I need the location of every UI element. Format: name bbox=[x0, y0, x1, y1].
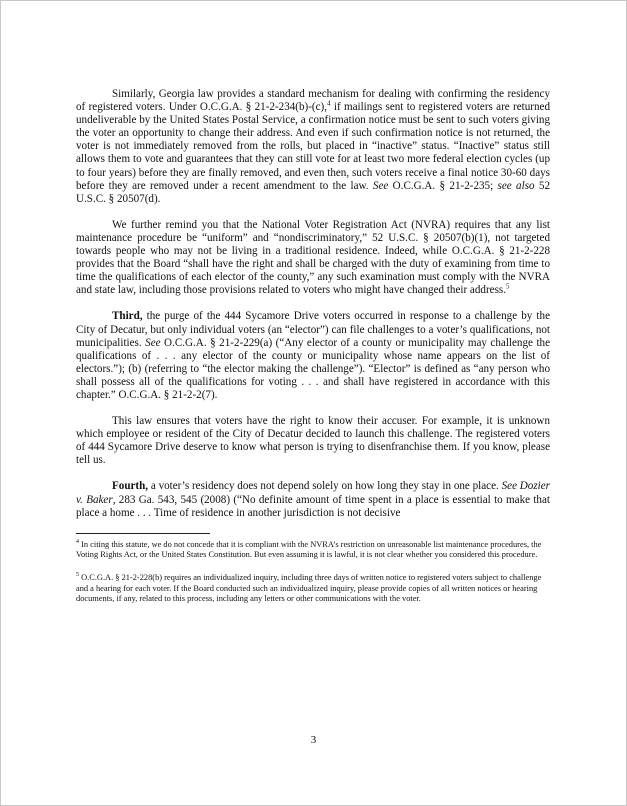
text-run: Third, bbox=[112, 310, 143, 323]
text-run: 52 U.S.C. § 20507(d). bbox=[76, 179, 551, 205]
page-number: 3 bbox=[310, 734, 317, 746]
text-run: the purge of the 444 Sycamore Drive voters occurred in response to a challenge by the City of Decatur, but only individual voters (an “elector”) can file challenges to a voter’s qualifications, not municipalities. bbox=[76, 310, 550, 349]
text-run: if mailings sent to registered voters are returned undeliverable by the United States Postal Service, a confirmation notice must be sent to such voters giving the voter an opportunity to change their address. And even if such confirmation notice is not returned, the voter is not immediately removed from the rolls, but placed in “inactive” status. “Inactive” status still allows them to vote and guarantees that they can still vote for at least two more federal election cycles (up to four years) before they are finally removed, and even then, such voters receive a final notice 30-60 days before they are removed under a recent amendment to the law. bbox=[76, 101, 551, 192]
text-run: , 283 Ga. 543, 545 (2008) (“No definite amount of time spent in a place is essential to make that place a home . . . Time of residence in another jurisdiction is not decisive bbox=[76, 493, 550, 519]
text-run: In citing this statute, we do not concede that it is compliant with the NVRA’s restriction on unreasonable list maintenance procedures, the Voting Rights Act, or the United States Constitution. But even assuming it is lawful, it is not clear whether you considered this procedure. bbox=[76, 539, 542, 560]
text-run: see also bbox=[497, 179, 535, 192]
text-run: See bbox=[145, 336, 161, 349]
footnote-4 bbox=[76, 540, 550, 561]
text-run: O.C.G.A. § 21-2-229(a) (“Any elector of a county or municipality may challenge the qualifications of . . . any elector of the county or municipality whose name appears on the list of electors.”); (b) (referring to “the elector making the challenge”). “Elector” is defined as “any person who shall possess all of the qualifications for voting . . . and shall have registered in accordance with this chapter.” O.C.G.A. § 21-2-2(7). bbox=[76, 336, 550, 401]
paragraph-right-to-know-accuser bbox=[76, 415, 550, 467]
footnote-divider bbox=[76, 533, 210, 534]
text-run: O.C.G.A. § 21-2-228(b) requires an individualized inquiry, including three days of written notice to registered voters subject to challenge and a hearing for each voter. If the Board conducted such an individualized inquiry, please provide copies of all written notices or hearing documents, if any, related to this process, including any letters or other communications with the voter. bbox=[76, 572, 542, 604]
footnote-ref: 5 bbox=[505, 282, 510, 291]
paragraph-fourth-point bbox=[76, 480, 550, 519]
text-run: O.C.G.A. § 21-2-235; bbox=[388, 179, 498, 192]
paragraph-georgia-residency-mechanism bbox=[76, 88, 550, 206]
text-run: Fourth, bbox=[112, 480, 149, 493]
text-run: a voter’s residency does not depend solely on how long they stay in one place. bbox=[148, 480, 502, 493]
text-run: See bbox=[372, 179, 389, 192]
footnote-ref: 4 bbox=[76, 538, 79, 545]
text-run: See Dozier v. Baker bbox=[76, 480, 550, 506]
document-body bbox=[76, 88, 550, 617]
footnote-ref: 4 bbox=[327, 99, 331, 108]
footnote-5 bbox=[76, 573, 550, 605]
text-run: This law ensures that voters have the right to know their accuser. For example, it is unknown which employee or resident of the City of Decatur decided to launch this challenge. The registered voters of 444 Sycamore Drive deserve to know what person is trying to disenfranchise them. If you know, please tell us. bbox=[76, 415, 550, 467]
text-run: Similarly, Georgia law provides a standard mechanism for dealing with confirming the residency of registered voters. Under O.C.G.A. § 21-2-234(b)-(c), bbox=[76, 88, 550, 114]
text-run: We further remind you that the National Voter Registration Act (NVRA) requires that any list maintenance procedure be “uniform” and “nondiscriminatory,” 52 U.S.C. § 20507(b)(1), not targeted towards people who may not be living in a traditional residence. Indeed, while O.C.G.A. § 21-2-228 provides that the Board “shall have the right and shall be charged with the duty of examining from time to time the qualifications of each elector of the county,” any such examination must comply with the NVRA and state law, including those provisions related to voters who might have changed their address. bbox=[76, 218, 550, 297]
paragraph-third-point bbox=[76, 310, 550, 402]
paragraph-nvra-reminder bbox=[76, 219, 550, 298]
footnote-ref: 5 bbox=[76, 572, 79, 579]
